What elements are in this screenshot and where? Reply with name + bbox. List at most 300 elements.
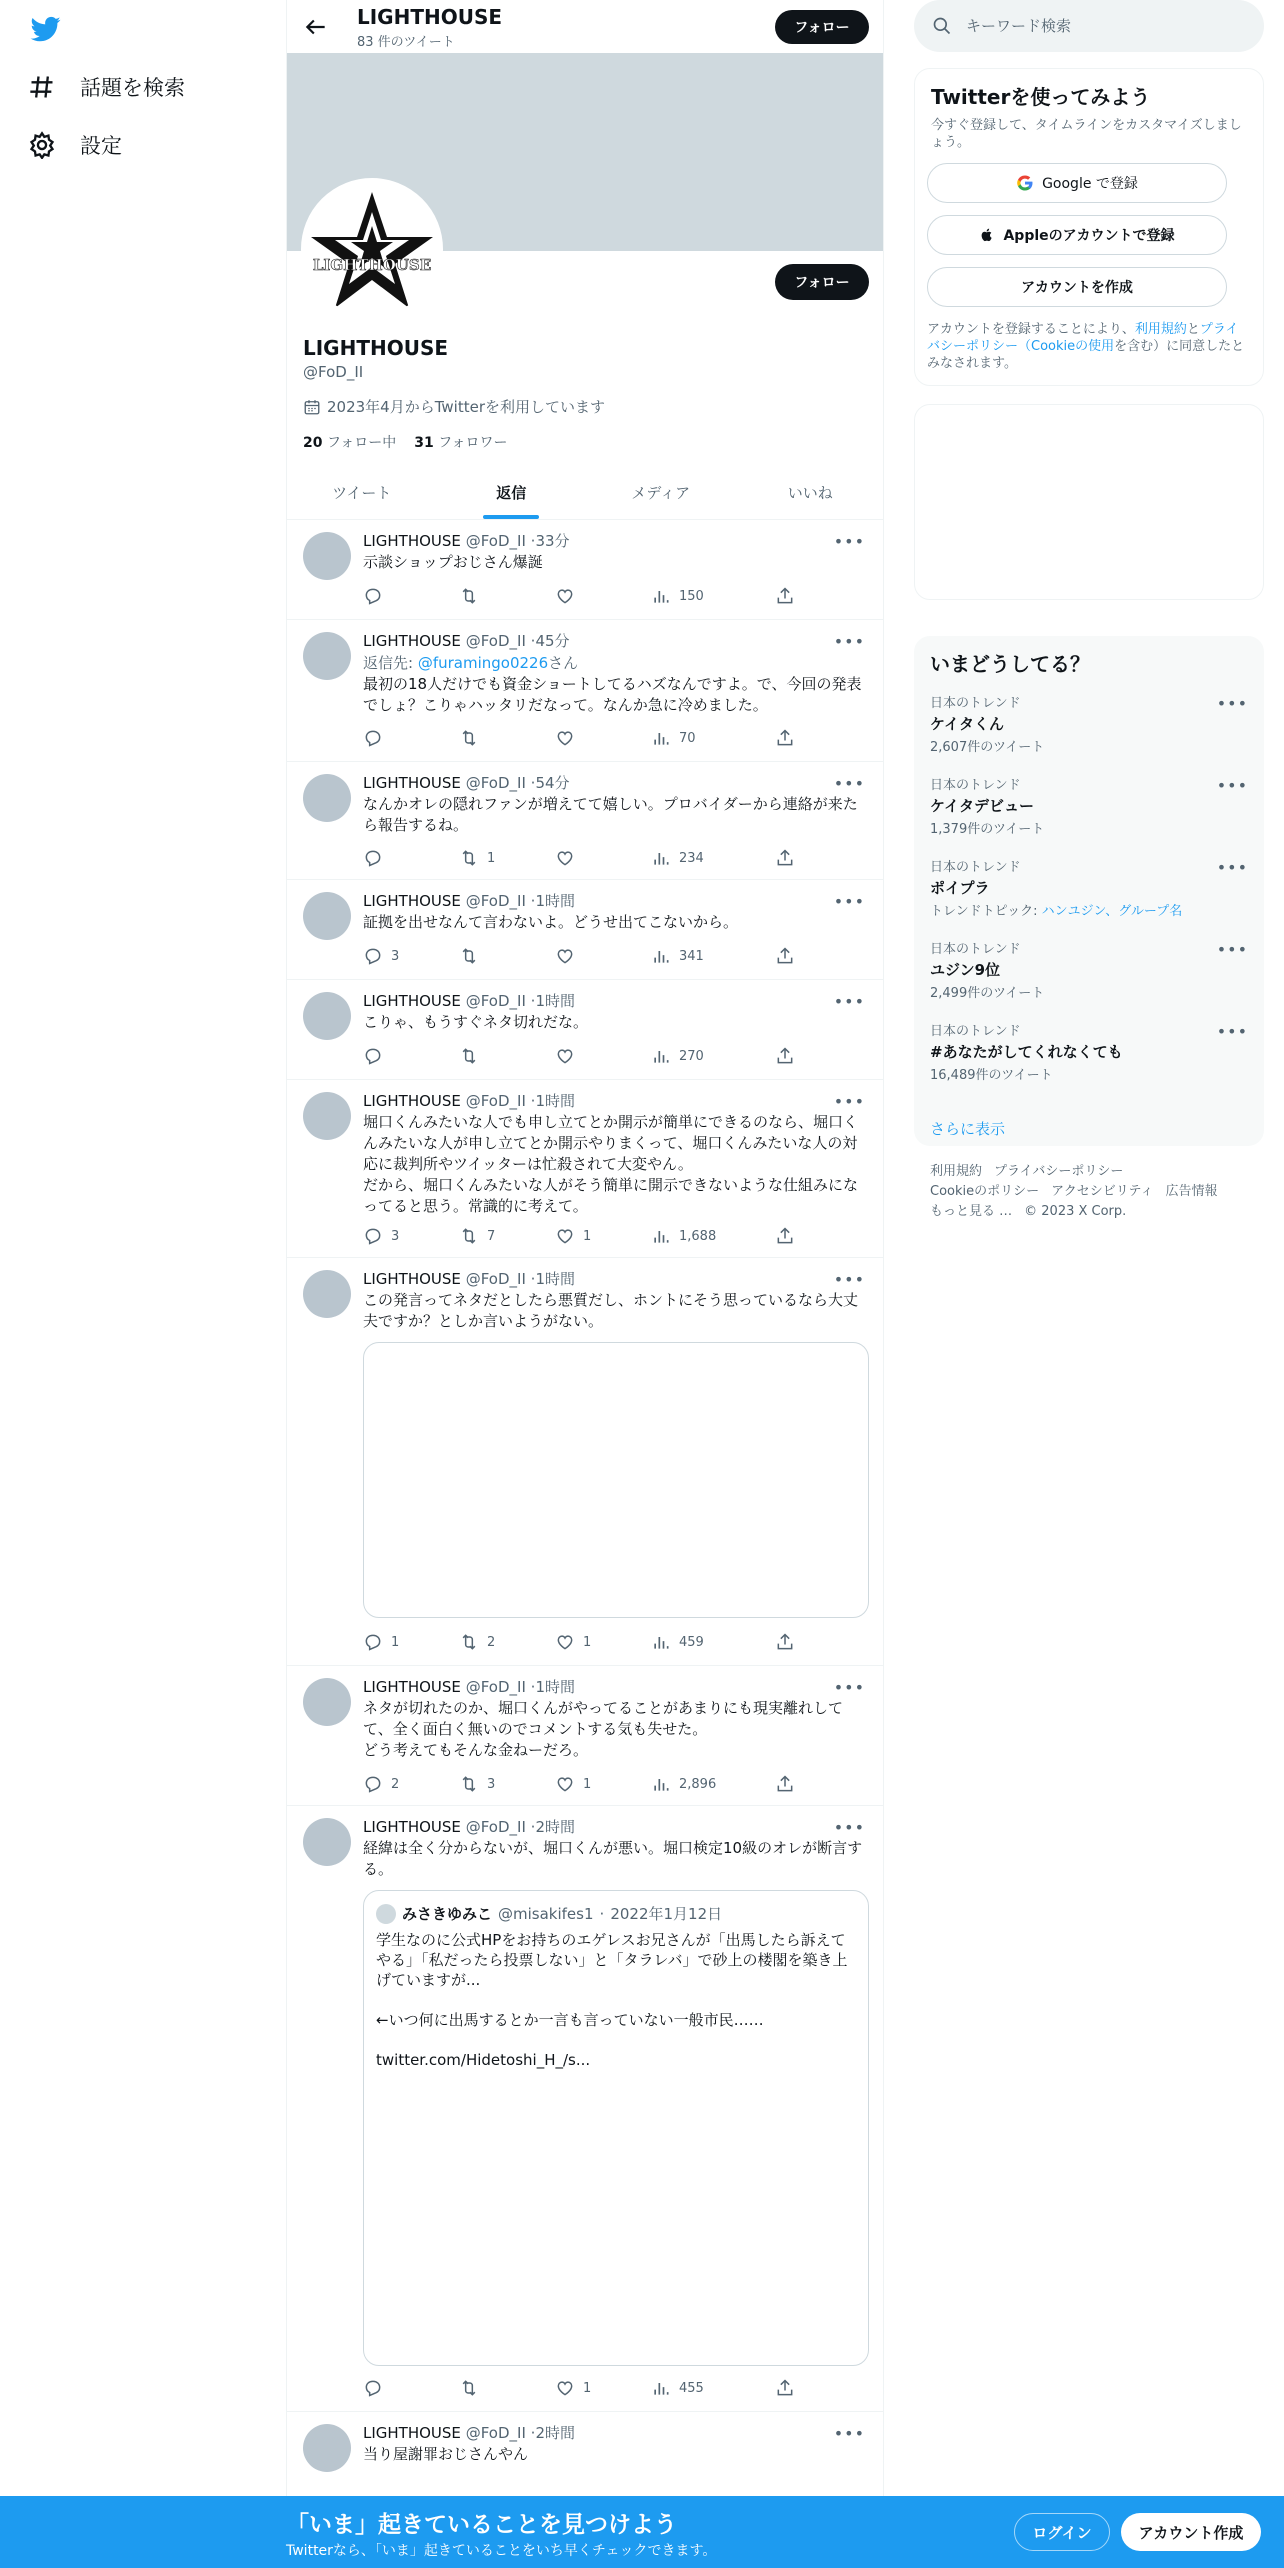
tweet-header: [363, 1816, 575, 1837]
tweet-text: この発言ってネタだとしたら悪質だし、ホントにそう思っているなら大丈夫ですか？としか言いようがない。: [363, 1291, 859, 1330]
tweet-header: [363, 630, 570, 651]
analytics-icon: [651, 848, 671, 868]
reply-button[interactable]: [363, 1046, 391, 1066]
tweet-actions: [363, 1774, 803, 1798]
tweet-author-name[interactable]: LIGHTHOUSE: [363, 892, 461, 910]
share-button[interactable]: [775, 1046, 795, 1066]
trend-more-icon[interactable]: •••: [1216, 858, 1248, 877]
tweet-header: [363, 1090, 575, 1111]
analytics-icon: [651, 1226, 671, 1246]
tweet[interactable]: [287, 1806, 884, 2412]
search-icon: [932, 16, 952, 36]
more-options-icon[interactable]: •••: [833, 992, 865, 1011]
tweet-avatar[interactable]: [303, 774, 351, 822]
tweet-time[interactable]: 2時間: [535, 2424, 575, 2442]
signup-title: Twitterを使ってみよう: [931, 85, 1151, 109]
tweet[interactable]: [287, 762, 884, 880]
tweet-header: [363, 1268, 575, 1289]
back-arrow-icon[interactable]: [303, 14, 329, 40]
followers-link[interactable]: [414, 432, 507, 452]
tweet-actions: [363, 1226, 803, 1250]
like-button[interactable]: [555, 728, 583, 748]
like-button[interactable]: [555, 1046, 583, 1066]
reply-icon: [363, 1046, 383, 1066]
trend-item[interactable]: [930, 938, 1248, 1001]
views-button[interactable]: [651, 728, 696, 748]
views-button[interactable]: [651, 1046, 704, 1066]
share-button[interactable]: [775, 1632, 795, 1652]
tweet-actions: [363, 728, 803, 752]
profile-tabs: [287, 466, 884, 520]
tweet-separator-dot: ·: [530, 1678, 536, 1696]
more-options-icon[interactable]: •••: [833, 1270, 865, 1289]
reply-count: 3: [391, 1228, 400, 1244]
tweet-separator-dot: ·: [530, 1092, 536, 1110]
trend-item[interactable]: [930, 1020, 1248, 1083]
tweet-author-name[interactable]: LIGHTHOUSE: [363, 992, 461, 1010]
trend-name: ケイタデビュー: [930, 797, 1034, 815]
tweet-time[interactable]: 2時間: [535, 1818, 575, 1836]
share-icon: [775, 728, 795, 748]
views-count: 1,688: [679, 1228, 717, 1244]
reply-button[interactable]: [363, 2378, 391, 2398]
following-link[interactable]: [303, 432, 396, 452]
following-count: 20: [303, 435, 323, 451]
tweet[interactable]: [287, 520, 884, 620]
tweet-time[interactable]: 1時間: [535, 1678, 575, 1696]
views-button[interactable]: [651, 2378, 704, 2398]
tweet-avatar[interactable]: [303, 532, 351, 580]
reply-icon: [363, 1226, 383, 1246]
tab-tweets[interactable]: ツイート: [332, 484, 392, 502]
retweet-icon: [459, 728, 479, 748]
trend-meta: [930, 818, 1248, 837]
profile-handle: @FoD_II: [303, 363, 364, 381]
trend-name: ポイプラ: [930, 879, 990, 897]
signup-legal: [927, 321, 1247, 372]
views-button[interactable]: [651, 946, 704, 966]
tweet-author-handle[interactable]: @FoD_II: [465, 1092, 526, 1110]
share-button[interactable]: [775, 586, 795, 606]
tweet-author-name[interactable]: LIGHTHOUSE: [363, 774, 461, 792]
tweet-header: [363, 2422, 575, 2443]
tweet[interactable]: [287, 880, 884, 980]
retweet-count: 2: [487, 1634, 496, 1650]
tweet-separator-dot: ·: [530, 892, 536, 910]
tweet-text: 堀口くんみたいな人でも申し立てとか開示が簡単にできるのなら、堀口くんみたいな人が申し立てとか開示やりまくって、堀口くんみたいな人の対応に裁判所やツイッターは忙殺されて大変やん。 だから、堀口くんみたいな人がそう簡単に開示できないような仕組みになってると思う。常識的に考えて。: [363, 1113, 859, 1215]
retweet-count: 1: [487, 850, 496, 866]
tweet[interactable]: [287, 1666, 884, 1806]
trend-context: 日本のトレンド: [930, 860, 1021, 875]
tweet-author-name[interactable]: LIGHTHOUSE: [363, 2424, 461, 2442]
views-count: 234: [679, 850, 704, 866]
more-options-icon[interactable]: •••: [833, 1818, 865, 1837]
quoted-tweet[interactable]: [363, 1890, 869, 2366]
tweet-author-name[interactable]: LIGHTHOUSE: [363, 532, 461, 550]
views-count: 459: [679, 1634, 704, 1650]
tweet-avatar[interactable]: [303, 1092, 351, 1140]
tweet-text: 経緯は全く分からないが、堀口くんが悪い。堀口検定10級のオレが断言する。: [363, 1839, 863, 1878]
retweet-button[interactable]: [459, 848, 495, 868]
reply-icon: [363, 728, 383, 748]
tweet-author-handle[interactable]: @FoD_II: [465, 632, 526, 650]
header-follow-button[interactable]: フォロー: [775, 10, 869, 44]
tweet-header: [363, 890, 575, 911]
empty-widget: [914, 404, 1264, 600]
nav-settings-label: 設定: [80, 134, 122, 158]
like-count: 1: [583, 2380, 592, 2396]
share-icon: [775, 2378, 795, 2398]
tweet-separator-dot: ·: [530, 2424, 536, 2442]
profile-avatar[interactable]: [301, 178, 443, 320]
views-count: 455: [679, 2380, 704, 2396]
legal-text-1: アカウントを登録することにより、: [927, 322, 1135, 337]
footer-cookies[interactable]: Cookieのポリシー: [930, 1184, 1040, 1199]
signup-subtitle: 今すぐ登録して、タイムラインをカスタマイズしましょう。: [931, 118, 1242, 150]
header-name: LIGHTHOUSE: [357, 5, 503, 29]
retweet-button[interactable]: [459, 586, 487, 606]
tweet[interactable]: [287, 620, 884, 762]
legal-text-3: を含む）に同意したとみなされます。: [927, 339, 1245, 371]
trend-meta: [930, 982, 1248, 1001]
reply-count: 1: [391, 1634, 400, 1650]
share-button[interactable]: [775, 1774, 795, 1794]
share-button[interactable]: [775, 728, 795, 748]
like-button[interactable]: [555, 1774, 591, 1794]
share-icon: [775, 586, 795, 606]
reply-icon: [363, 848, 383, 868]
tweet-author-handle[interactable]: @FoD_II: [465, 1678, 526, 1696]
like-button[interactable]: [555, 1632, 591, 1652]
heart-icon: [555, 586, 575, 606]
trend-name: ユジン9位: [930, 961, 1001, 979]
trend-item[interactable]: [930, 692, 1248, 755]
footer-copyright: © 2023 X Corp.: [1024, 1204, 1127, 1219]
legal-text-2: と: [1186, 322, 1200, 337]
tweet-avatar[interactable]: [303, 1678, 351, 1726]
retweet-button[interactable]: [459, 1632, 495, 1652]
quoted-author-handle: @misakifes1: [498, 1904, 594, 1923]
heart-icon: [555, 848, 575, 868]
retweet-icon: [459, 1046, 479, 1066]
retweet-icon: [459, 2378, 479, 2398]
like-count: 1: [583, 1776, 592, 1792]
nav-explore[interactable]: [28, 72, 185, 102]
tweet-author-name[interactable]: LIGHTHOUSE: [363, 632, 461, 650]
login-button[interactable]: ログイン: [1014, 2513, 1110, 2551]
reply-count: 2: [391, 1776, 400, 1792]
tweet-actions: [363, 946, 803, 970]
tweet-media-card[interactable]: [363, 1342, 869, 1618]
trend-tweet-count: 16,489件のツイート: [930, 1068, 1053, 1083]
tweet-actions: [363, 586, 803, 610]
tab-media[interactable]: メディア: [631, 484, 691, 502]
trend-tweet-count: 2,499件のツイート: [930, 986, 1045, 1001]
retweet-button[interactable]: [459, 728, 487, 748]
analytics-icon: [651, 1632, 671, 1652]
gear-icon: [28, 131, 56, 159]
tab-replies[interactable]: 返信: [437, 466, 587, 519]
heart-icon: [555, 1774, 575, 1794]
tweet-time[interactable]: 33分: [535, 532, 570, 550]
reply-icon: [363, 2378, 383, 2398]
trend-meta: [930, 900, 1248, 919]
retweet-count: 7: [487, 1228, 496, 1244]
tweet-time[interactable]: 54分: [535, 774, 570, 792]
footer-terms[interactable]: 利用規約: [930, 1164, 983, 1179]
show-more-link[interactable]: さらに表示: [930, 1120, 1006, 1138]
tweet-text: 証拠を出せなんて言わないよ。どうせ出てこないから。: [363, 913, 739, 931]
quoted-tweet-header: [376, 1903, 856, 1924]
trend-meta: [930, 1064, 1248, 1083]
tweet-separator-dot: ·: [530, 992, 536, 1010]
bottom-signup-bar: [0, 2496, 1284, 2568]
tweet-text: 最初の18人だけでも資金ショートしてるハズなんですよ。で、今回の発表でしょ？こりゃハッタリだなって。なんか急に冷めました。: [363, 675, 862, 714]
tweet-time[interactable]: 1時間: [535, 892, 575, 910]
reply-button[interactable]: [363, 586, 391, 606]
signup-card: [914, 68, 1264, 386]
trend-context: 日本のトレンド: [930, 1024, 1021, 1039]
views-button[interactable]: [651, 586, 704, 606]
tweet-author-name[interactable]: LIGHTHOUSE: [363, 1818, 461, 1836]
apple-signup-label: Appleのアカウントで登録: [1003, 228, 1175, 244]
like-button[interactable]: [555, 2378, 591, 2398]
quoted-tweet-text: 学生なのに公式HPをお持ちのエゲレスお兄さんが「出馬したら訴えてやる」「私だったら投票しない」と「タラレバ」で砂上の楼閣を築き上げていますが... ←いつ何に出馬するとか一言も言っていない一般市民…… twitter.com/Hidetoshi_H_/s...: [376, 1931, 848, 2069]
trend-meta: [930, 736, 1248, 755]
tweet-time[interactable]: 1時間: [535, 992, 575, 1010]
views-count: 150: [679, 588, 704, 604]
tweet-author-handle[interactable]: @FoD_II: [465, 2424, 526, 2442]
tweet-author-name[interactable]: LIGHTHOUSE: [363, 1092, 461, 1110]
analytics-icon: [651, 1046, 671, 1066]
heart-icon: [555, 2378, 575, 2398]
footer-ads[interactable]: 広告情報: [1165, 1184, 1218, 1199]
analytics-icon: [651, 586, 671, 606]
heart-icon: [555, 728, 575, 748]
more-options-icon[interactable]: •••: [833, 532, 865, 551]
followers-count: 31: [414, 435, 434, 451]
share-icon: [775, 1226, 795, 1246]
trend-tweet-count: 1,379件のツイート: [930, 822, 1045, 837]
trend-context: 日本のトレンド: [930, 778, 1021, 793]
twitter-logo-icon[interactable]: [28, 14, 68, 42]
tweet-separator-dot: ·: [530, 1818, 536, 1836]
like-button[interactable]: [555, 586, 583, 606]
nav-explore-label: 話題を検索: [80, 76, 185, 100]
reply-button[interactable]: [363, 1774, 399, 1794]
hashtag-icon: [28, 73, 56, 101]
google-signup-label: Google で登録: [1042, 176, 1138, 192]
retweet-icon: [459, 946, 479, 966]
more-options-icon[interactable]: •••: [833, 632, 865, 651]
views-count: 70: [679, 730, 696, 746]
tweet-text: ネタが切れたのか、堀口くんがやってることがあまりにも現実離れしてて、全く面白く無いのでコメントする気も失せた。 どう考えてもそんな金ねーだろ。: [363, 1699, 844, 1759]
reply-prefix: 返信先:: [363, 654, 418, 672]
main-column: [286, 0, 884, 2568]
trend-more-icon[interactable]: •••: [1216, 776, 1248, 795]
views-button[interactable]: [651, 1226, 716, 1246]
reply-to-link[interactable]: @furamingo0226: [417, 654, 549, 672]
tweet-actions: [363, 2378, 803, 2402]
trend-name: ケイタくん: [930, 715, 1004, 733]
profile-follow-stats: [303, 432, 508, 452]
tweet-text: こりゃ、もうすぐネタ切れだな。: [363, 1013, 589, 1031]
more-options-icon[interactable]: •••: [833, 2424, 865, 2443]
reply-button[interactable]: [363, 1226, 399, 1246]
footer-links: [930, 1162, 1250, 1222]
footer-accessibility[interactable]: アクセシビリティ: [1051, 1184, 1154, 1199]
share-button[interactable]: [775, 848, 795, 868]
profile-header-bar: [287, 0, 884, 53]
trend-more-icon[interactable]: •••: [1216, 940, 1248, 959]
followers-label: フォロワー: [438, 435, 508, 451]
retweet-button[interactable]: [459, 1774, 495, 1794]
tweet-author-name[interactable]: LIGHTHOUSE: [363, 1678, 461, 1696]
footer-privacy[interactable]: プライバシーポリシー: [994, 1164, 1124, 1179]
retweet-icon: [459, 848, 479, 868]
more-options-icon[interactable]: •••: [833, 1092, 865, 1111]
heart-icon: [555, 1226, 575, 1246]
trend-name: #あなたがしてくれなくても: [930, 1043, 1123, 1061]
trend-context: 日本のトレンド: [930, 942, 1021, 957]
trend-more-icon[interactable]: •••: [1216, 694, 1248, 713]
quoted-author-name: みさきゆみこ: [402, 1905, 493, 1923]
reply-button[interactable]: [363, 848, 391, 868]
profile-follow-button[interactable]: フォロー: [775, 264, 869, 300]
views-count: 2,896: [679, 1776, 717, 1792]
tweet-text: 当り屋謝罪おじさんやん: [363, 2445, 529, 2463]
reply-suffix: さん: [548, 654, 579, 672]
tweet[interactable]: [287, 980, 884, 1080]
tweet-avatar[interactable]: [303, 892, 351, 940]
reply-button[interactable]: [363, 946, 399, 966]
tab-likes[interactable]: いいね: [787, 484, 833, 502]
share-button[interactable]: [775, 946, 795, 966]
retweet-button[interactable]: [459, 1046, 487, 1066]
trend-item[interactable]: [930, 856, 1248, 919]
tweet-author-handle[interactable]: @FoD_II: [465, 1818, 526, 1836]
tweet-avatar[interactable]: [303, 632, 351, 680]
google-icon: [1016, 174, 1034, 192]
tweet-time[interactable]: 1時間: [535, 1092, 575, 1110]
tweet-avatar[interactable]: [303, 992, 351, 1040]
tweet-author-handle[interactable]: @FoD_II: [465, 992, 526, 1010]
bottom-bar-subtitle: Twitterなら、「いま」起きていることをいち早くチェックできます。: [286, 2543, 717, 2559]
tweet-text: 示談ショップおじさん爆誕: [363, 553, 543, 571]
quoted-tweet-avatar: [376, 1904, 396, 1924]
nav-settings[interactable]: [28, 130, 122, 160]
reply-context: [363, 652, 578, 673]
reply-icon: [363, 946, 383, 966]
trends-card: [914, 636, 1264, 1146]
google-signup-button[interactable]: [927, 163, 1227, 203]
views-button[interactable]: [651, 1774, 716, 1794]
tweet-author-handle[interactable]: @FoD_II: [465, 532, 526, 550]
trend-item[interactable]: [930, 774, 1248, 837]
signup-button[interactable]: アカウント作成: [1121, 2513, 1261, 2551]
tweet-separator-dot: ·: [530, 774, 536, 792]
tweet-header: [363, 772, 570, 793]
tweet-header: [363, 1676, 575, 1697]
retweet-button[interactable]: [459, 2378, 487, 2398]
tweet-actions: [363, 1046, 803, 1070]
tweet-author-handle[interactable]: @FoD_II: [465, 1270, 526, 1288]
terms-link[interactable]: 利用規約: [1134, 322, 1187, 337]
share-icon: [775, 848, 795, 868]
privacy-link[interactable]: プライバシーポリシー（Cookieの使用: [927, 322, 1239, 354]
tweet-avatar[interactable]: [303, 1270, 351, 1318]
quoted-separator-dot: ·: [599, 1904, 605, 1923]
reply-count: 3: [391, 948, 400, 964]
retweet-button[interactable]: [459, 946, 487, 966]
views-button[interactable]: [651, 1632, 704, 1652]
like-button[interactable]: [555, 1226, 591, 1246]
like-button[interactable]: [555, 848, 583, 868]
trend-topic-prefix: トレンドトピック:: [930, 904, 1042, 919]
tweet-separator-dot: ·: [530, 632, 536, 650]
views-count: 270: [679, 1048, 704, 1064]
apple-signup-button[interactable]: [927, 215, 1227, 255]
reply-icon: [363, 586, 383, 606]
apple-icon: [979, 227, 995, 243]
analytics-icon: [651, 2378, 671, 2398]
retweet-icon: [459, 586, 479, 606]
tweet-author-handle[interactable]: @FoD_II: [465, 774, 526, 792]
tweet-time[interactable]: 45分: [535, 632, 570, 650]
tweet-separator-dot: ·: [530, 532, 536, 550]
create-account-button[interactable]: アカウントを作成: [927, 267, 1227, 307]
profile-joined: [303, 396, 605, 417]
tweet-header: [363, 530, 570, 551]
like-button[interactable]: [555, 946, 583, 966]
tweet[interactable]: [287, 1258, 884, 1666]
header-tweet-count: 83 件のツイート: [357, 35, 455, 50]
tweet-time[interactable]: 1時間: [535, 1270, 575, 1288]
trend-topic-links[interactable]: ハンユジン、グループ名: [1041, 904, 1183, 919]
tweet-author-name[interactable]: LIGHTHOUSE: [363, 1270, 461, 1288]
search-box[interactable]: [914, 0, 1264, 52]
share-icon: [775, 946, 795, 966]
retweet-icon: [459, 1632, 479, 1652]
calendar-icon: [303, 398, 321, 416]
like-count: 1: [583, 1228, 592, 1244]
tweet-avatar[interactable]: [303, 2424, 351, 2472]
retweet-icon: [459, 1774, 479, 1794]
trend-more-icon[interactable]: •••: [1216, 1022, 1248, 1041]
share-button[interactable]: [775, 1226, 795, 1246]
retweet-icon: [459, 1226, 479, 1246]
tweet[interactable]: [287, 1080, 884, 1258]
views-button[interactable]: [651, 848, 704, 868]
views-count: 341: [679, 948, 704, 964]
analytics-icon: [651, 728, 671, 748]
share-icon: [775, 1774, 795, 1794]
more-options-icon[interactable]: •••: [833, 892, 865, 911]
tweet-avatar[interactable]: [303, 1818, 351, 1866]
profile-name: LIGHTHOUSE: [303, 336, 449, 360]
search-input[interactable]: [966, 17, 1226, 35]
like-count: 1: [583, 1634, 592, 1650]
retweet-button[interactable]: [459, 1226, 495, 1246]
more-options-icon[interactable]: •••: [833, 1678, 865, 1697]
footer-more[interactable]: もっと見る …: [930, 1204, 1013, 1219]
tweet-author-handle[interactable]: @FoD_II: [465, 892, 526, 910]
reply-button[interactable]: [363, 1632, 399, 1652]
share-button[interactable]: [775, 2378, 795, 2398]
following-label: フォロー中: [326, 435, 397, 451]
more-options-icon[interactable]: •••: [833, 774, 865, 793]
reply-button[interactable]: [363, 728, 391, 748]
